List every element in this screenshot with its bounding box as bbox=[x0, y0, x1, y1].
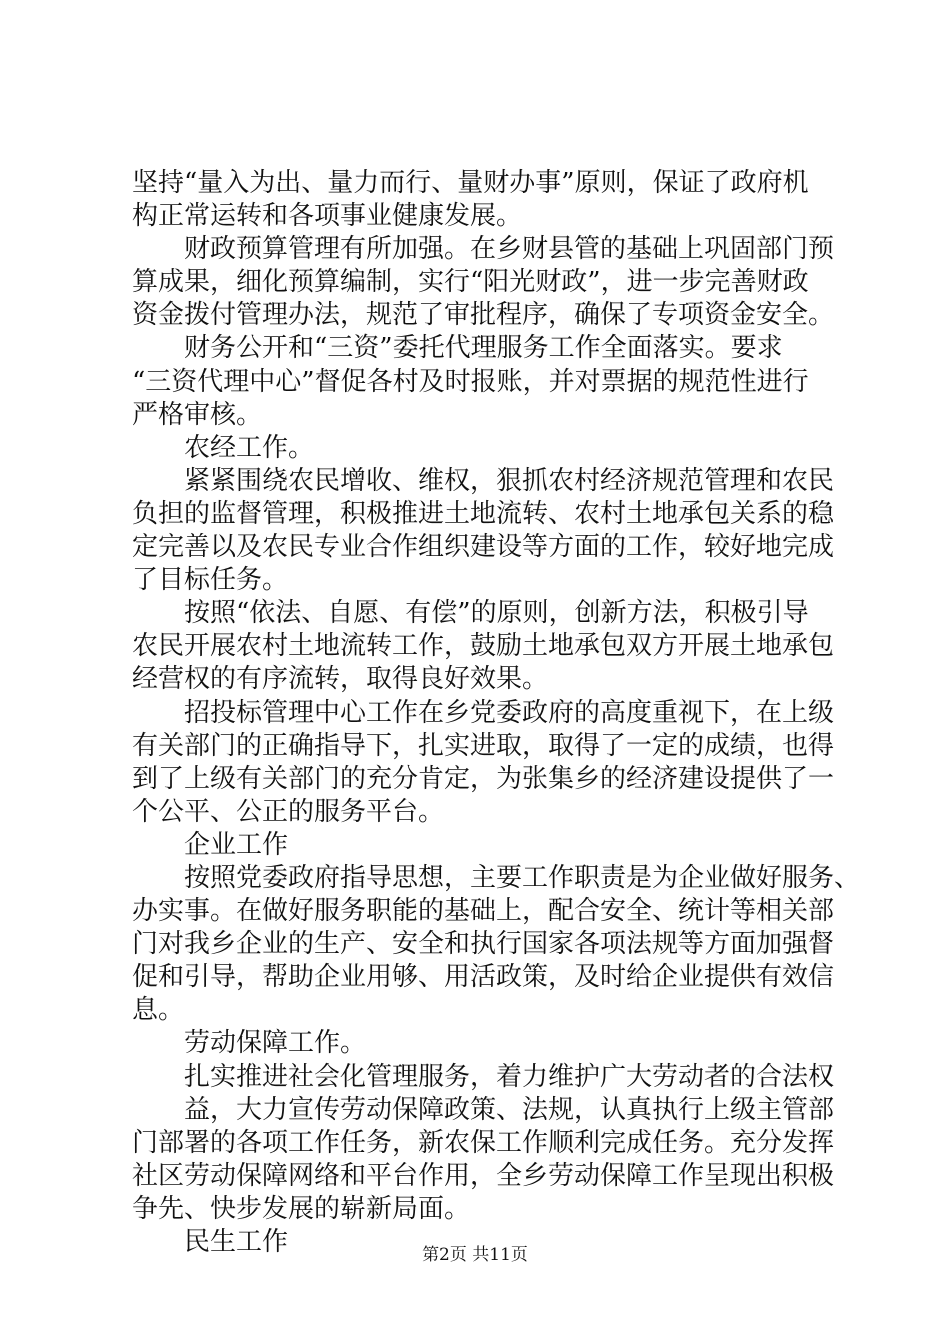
text-line: 民生工作 bbox=[184, 1227, 289, 1257]
text-line: 农经工作。 bbox=[184, 432, 315, 463]
text-line: 严格审核。 bbox=[132, 399, 263, 430]
text-line: 争先、快步发展的崭新局面。 bbox=[132, 1193, 471, 1224]
text-line: 益，大力宣传劳动保障政策、法规，认真执行上级主管部 bbox=[184, 1094, 835, 1125]
text-line: 办实事。在做好服务职能的基础上，配合安全、统计等相关部 bbox=[132, 896, 835, 927]
text-line: 财政预算管理有所加强。在乡财县管的基础上巩固部门预 bbox=[184, 234, 835, 265]
text-line: 财务公开和“三资”委托代理服务工作全面落实。要求 bbox=[184, 333, 783, 364]
text-line: 坚持“量入为出、量力而行、量财办事”原则，保证了政府机 bbox=[132, 168, 809, 198]
text-line: “三资代理中心”督促各村及时报账，并对票据的规范性进行 bbox=[132, 366, 809, 397]
text-line: 个公平、公正的服务平台。 bbox=[132, 796, 445, 827]
text-line: 了目标任务。 bbox=[132, 565, 289, 596]
text-line: 经营权的有序流转，取得良好效果。 bbox=[132, 664, 549, 695]
text-line: 门部署的各项工作任务，新农保工作顺利完成任务。充分发挥 bbox=[132, 1127, 835, 1158]
text-line: 按照党委政府指导思想，主要工作职责是为企业做好服务、 bbox=[184, 862, 861, 893]
text-line: 扎实推进社会化管理服务，着力维护广大劳动者的合法权 bbox=[184, 1061, 835, 1092]
page-footer: 第2页 共11页 bbox=[422, 1245, 528, 1265]
text-line: 门对我乡企业的生产、安全和执行国家各项法规等方面加强督 bbox=[132, 929, 835, 960]
text-line: 招投标管理中心工作在乡党委政府的高度重视下，在上级 bbox=[184, 697, 835, 728]
document-body bbox=[132, 167, 861, 1259]
text-line: 社区劳动保障网络和平台作用，全乡劳动保障工作呈现出积极 bbox=[132, 1160, 835, 1191]
text-line: 促和引导，帮助企业用够、用活政策，及时给企业提供有效信 bbox=[132, 962, 835, 993]
text-line: 有关部门的正确指导下，扎实进取，取得了一定的成绩，也得 bbox=[132, 730, 835, 761]
text-line: 资金拨付管理办法，规范了审批程序，确保了专项资金安全。 bbox=[132, 300, 835, 331]
text-line: 息。 bbox=[132, 995, 185, 1026]
text-line: 紧紧围绕农民增收、维权，狠抓农村经济规范管理和农民 bbox=[184, 465, 835, 496]
text-line: 定完善以及农民专业合作组织建设等方面的工作，较好地完成 bbox=[132, 532, 835, 563]
text-line: 算成果，细化预算编制，实行“阳光财政”，进一步完善财政 bbox=[132, 267, 809, 298]
text-line: 农民开展农村土地流转工作，鼓励土地承包双方开展土地承包 bbox=[132, 631, 835, 662]
text-line: 按照“依法、自愿、有偿”的原则，创新方法，积极引导 bbox=[184, 598, 809, 629]
text-line: 企业工作 bbox=[184, 829, 289, 860]
text-line: 劳动保障工作。 bbox=[184, 1028, 367, 1059]
text-line: 到了上级有关部门的充分肯定，为张集乡的经济建设提供了一 bbox=[132, 763, 835, 794]
text-line: 负担的监督管理，积极推进土地流转、农村土地承包关系的稳 bbox=[132, 498, 835, 529]
text-line: 构正常运转和各项事业健康发展。 bbox=[132, 201, 523, 232]
